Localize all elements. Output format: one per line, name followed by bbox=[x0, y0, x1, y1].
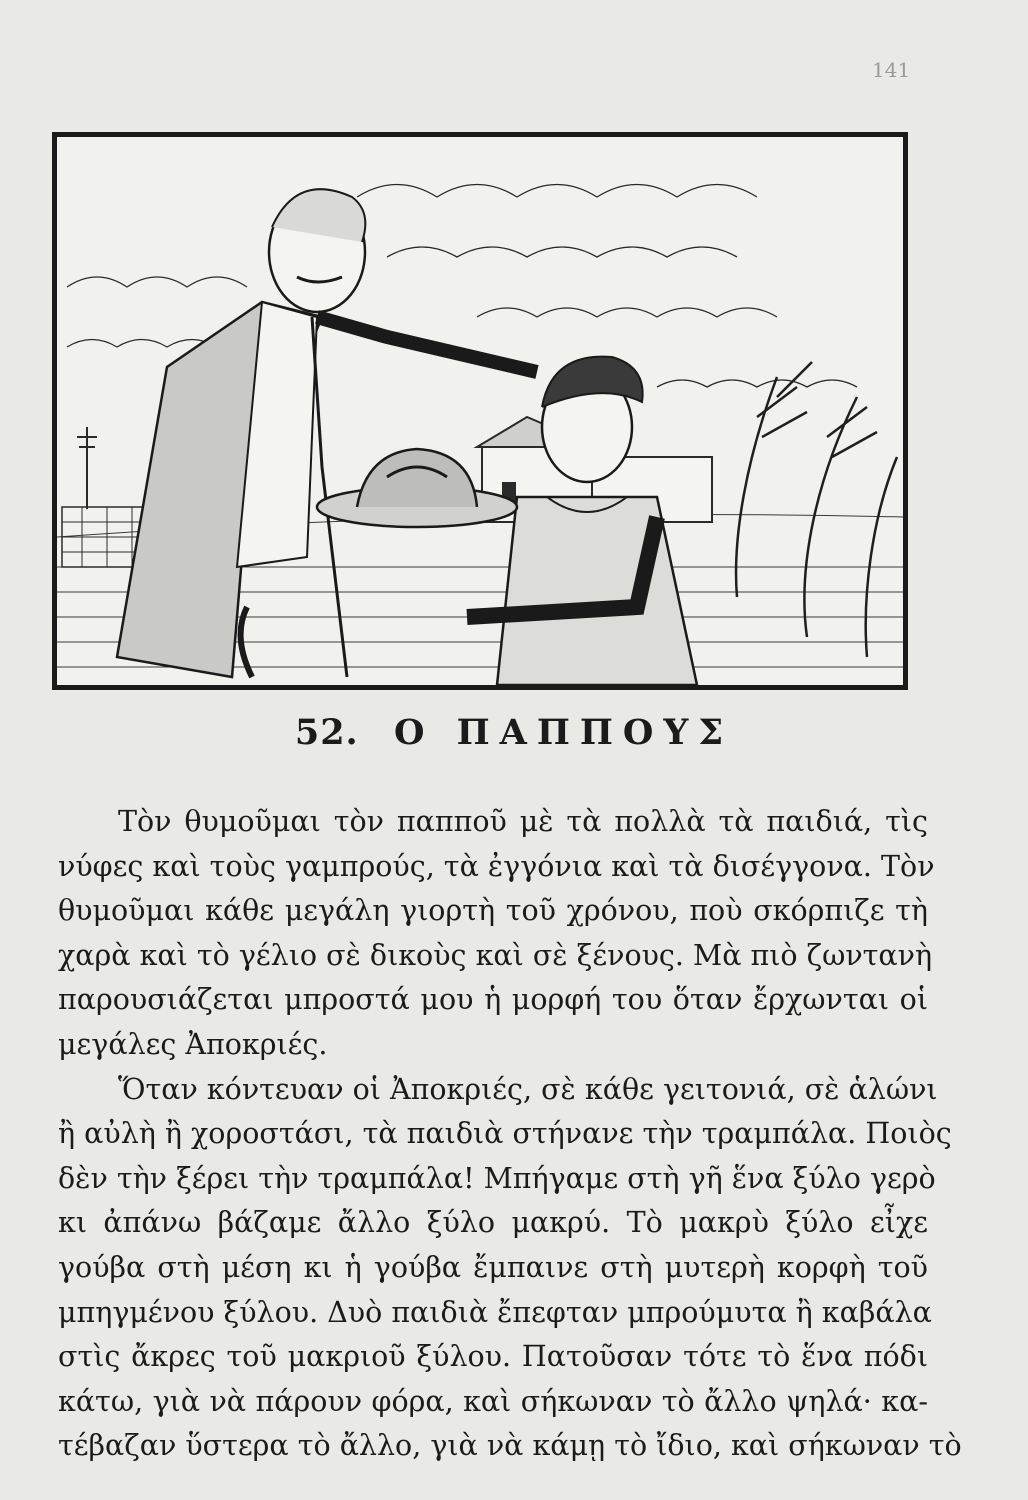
telegraph-pole bbox=[77, 427, 97, 509]
cloud-line-4 bbox=[67, 277, 247, 287]
text-line: τέβαζαν ὕστερα τὸ ἄλλο, γιὰ νὰ κάμῃ τὸ ἴδιο, καὶ σήκωναν τὸ bbox=[58, 1429, 962, 1463]
page-number: 141 bbox=[872, 58, 911, 82]
grandfather-figure bbox=[117, 189, 537, 677]
text-line: μεγάλες Ἀποκριές. bbox=[58, 1027, 328, 1061]
cloud-line-2 bbox=[387, 247, 737, 257]
text-line: νύφες καὶ τοὺς γαμπρούς, τὰ ἐγγόνια καὶ τὰ δισέγγονα. Τὸν bbox=[58, 849, 935, 883]
text-line: Τὸν θυμοῦμαι τὸν παπποῦ μὲ τὰ πολλὰ τὰ παιδιά, τὶς bbox=[118, 805, 928, 838]
text-line: γούβα στὴ μέση κι ἡ γούβα ἔμπαινε στὴ μυτερὴ κορφὴ τοῦ bbox=[58, 1250, 928, 1284]
text-line: κάτω, γιὰ νὰ πάρουν φόρα, καὶ σήκωναν τὸ ἄλλο ψηλά· κα- bbox=[58, 1384, 928, 1418]
illustration-svg bbox=[57, 137, 903, 685]
chapter-heading bbox=[0, 712, 1028, 753]
windswept-trees bbox=[736, 362, 897, 657]
cloud-line-6 bbox=[657, 380, 857, 387]
text-line: ἢ αὐλὴ ἢ χοροστάσι, τὰ παιδιὰ στήνανε τὴν τραμπάλα. Ποιὸς bbox=[58, 1117, 952, 1151]
chapter-title: Ο ΠΑΠΠΟΥΣ bbox=[393, 712, 734, 753]
text-line: κι ἀπάνω βάζαμε ἄλλο ξύλο μακρύ. Τὸ μακρὺ ξύλο εἶχε bbox=[58, 1206, 928, 1240]
text-line: δὲν τὴν ξέρει τὴν τραμπάλα! Μπήγαμε στὴ γῆ ἕνα ξύλο γερὸ bbox=[58, 1161, 936, 1195]
chapter-number: 52. bbox=[294, 712, 359, 753]
text-line: στὶς ἄκρες τοῦ μακριοῦ ξύλου. Πατοῦσαν τότε τὸ ἕνα πόδι bbox=[58, 1340, 928, 1374]
text-line: θυμοῦμαι κάθε μεγάλη γιορτὴ τοῦ χρόνου, ποὺ σκόρπιζε τὴ bbox=[58, 894, 928, 928]
text-line: μπηγμένου ξύλου. Δυὸ παιδιὰ ἔπεφταν μπρούμυτα ἢ καβάλα bbox=[58, 1295, 932, 1329]
text-line: παρουσιάζεται μπροστά μου ἡ μορφή του ὅταν ἔρχωνται οἱ bbox=[58, 983, 928, 1017]
woodcut-illustration bbox=[52, 132, 908, 690]
body-text bbox=[58, 800, 962, 1469]
text-line: χαρὰ καὶ τὸ γέλιο σὲ δικοὺς καὶ σὲ ξένους. Μὰ πιὸ ζωντανὴ bbox=[58, 938, 933, 972]
text-line: Ὅταν κόντευαν οἱ Ἀποκριές, σὲ κάθε γειτονιά, σὲ ἁλώνι bbox=[118, 1072, 938, 1106]
cloud-line-1 bbox=[357, 185, 757, 198]
cloud-line-3 bbox=[477, 308, 777, 317]
cloud-line-5 bbox=[67, 340, 217, 348]
